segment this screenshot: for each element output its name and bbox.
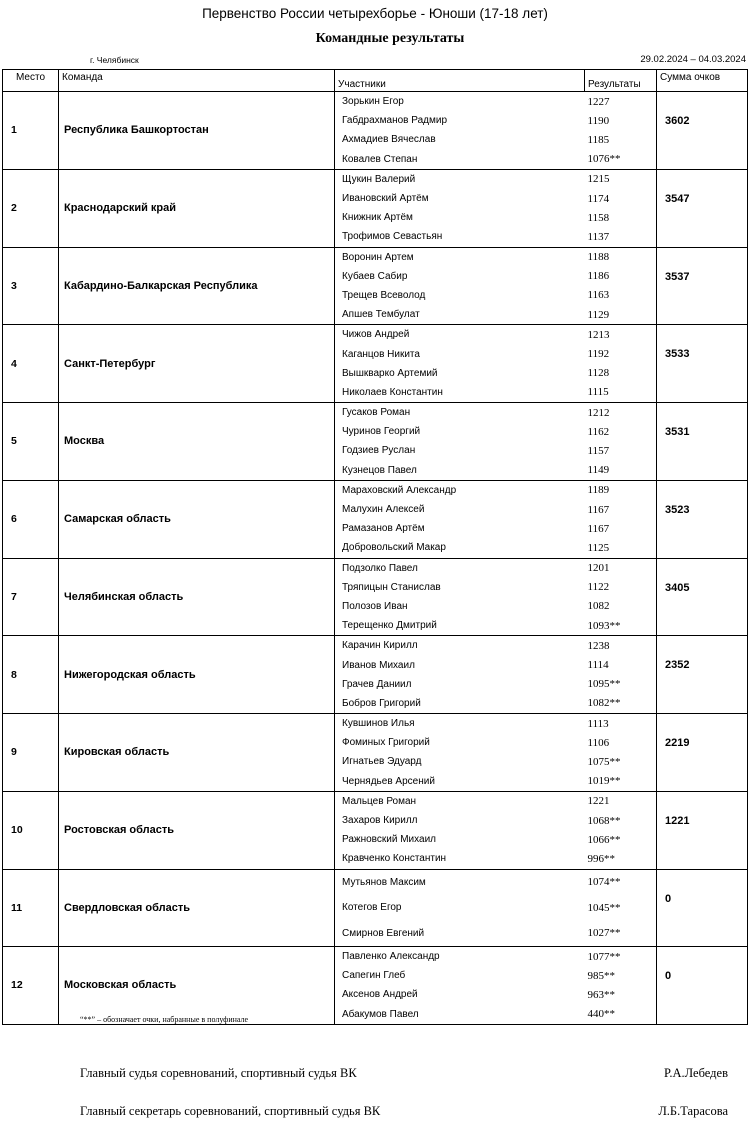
participant-result: 1074** [587,876,621,889]
team-results-body [3,92,748,1025]
team-total: 3405 [657,558,748,636]
participant-result: 1186 [587,270,610,283]
participant-name: Чижов Андрей [342,329,410,341]
participant-name: Тряпицын Станислав [342,581,441,593]
participant-name: Годзиев Руслан [342,445,416,457]
team-total: 2352 [657,636,748,714]
participant-name: Зорькин Егор [342,96,404,108]
participant-name: Абакумов Павел [335,1005,585,1025]
participant-name: Кубаев Сабир [342,270,408,282]
chief-judge-name: Р.А.Лебедев [664,1066,728,1080]
participant-name: Книжник Артём [342,212,413,224]
header-participants: Участники [335,70,585,92]
team-name: Республика Башкортостан [59,92,335,170]
table-row [3,403,748,423]
team-place: 3 [3,247,59,325]
participant-result: 1213 [587,328,610,341]
participant-name: Ахмадиев Вячеслав [342,134,436,146]
team-total: 0 [657,869,748,947]
participant-result: 440** [585,1005,657,1025]
participant-result: 1227 [587,95,610,108]
team-place: 9 [3,714,59,792]
participant-result: 1149 [585,461,657,481]
participant-result: 1185 [587,133,610,146]
team-name: Московская область [59,947,335,1025]
participant-name: Чуринов Георгий [342,426,421,438]
participant-name: Апшев Тембулат [335,305,585,325]
team-total: 3523 [657,480,748,558]
participant-name: Павленко Александр [342,951,440,963]
participant-result: 1188 [587,251,610,264]
participant-result: 1190 [587,114,610,127]
participant-result: 1106 [587,736,610,749]
header-place: Место [3,70,59,92]
table-header-row [3,70,748,92]
team-total: 3547 [657,169,748,247]
participant-name: Ражновский Михаил [342,834,436,846]
table-row [3,947,748,967]
table-row [3,636,748,656]
team-name: Кировская область [59,714,335,792]
team-place: 12 [3,947,59,1025]
team-place: 5 [3,403,59,481]
chief-secretary-role: Главный секретарь соревнований, спортивный судья ВК [80,1104,381,1118]
participant-name: Смирнов Евгений [335,921,585,947]
team-total: 3602 [657,92,748,170]
participant-result: 1221 [587,795,610,808]
participant-name: Фоминых Григорий [342,737,430,749]
table-row [3,791,748,811]
participant-result: 1082** [585,694,657,714]
team-total: 3537 [657,247,748,325]
participant-name: Ивановский Артём [342,193,429,205]
participant-result: 1066** [587,833,621,846]
participant-name: Кувшинов Илья [342,718,415,730]
participant-result: 1212 [587,406,610,419]
team-place: 4 [3,325,59,403]
team-place: 2 [3,169,59,247]
participant-name: Николаев Константин [335,383,585,403]
team-total: 3533 [657,325,748,403]
participant-result: 1163 [587,289,610,302]
chief-secretary-name: Л.Б.Тарасова [658,1104,728,1118]
participant-result: 1068** [587,814,621,827]
participant-name: Вышкварко Артемий [342,367,438,379]
participant-name: Терещенко Дмитрий [335,616,585,636]
participant-name: Игнатьев Эдуард [342,756,422,768]
team-total: 3531 [657,403,748,481]
participant-name: Воронин Артем [342,251,414,263]
header-results: Результаты [585,70,657,92]
participant-name: Щукин Валерий [342,173,416,185]
participant-name: Подзолко Павел [342,562,418,574]
city-label: г. Челябинск [90,55,139,65]
participant-result: 1128 [587,367,610,380]
participant-result: 1167 [587,503,610,516]
team-name: Краснодарский край [59,169,335,247]
participant-result: 1215 [587,173,610,186]
participant-result: 1113 [587,717,609,730]
participant-result: 963** [587,988,615,1001]
table-row [3,92,748,112]
participant-result: 1167 [587,522,610,535]
table-row [3,169,748,189]
participant-result: 1122 [587,581,610,594]
team-place: 1 [3,92,59,170]
team-total: 0 [657,947,748,1025]
table-row [3,480,748,500]
team-name: Москва [59,403,335,481]
header-total: Сумма очков [657,70,748,92]
participant-result: 1027** [585,921,657,947]
participant-result: 1162 [587,425,610,438]
participant-result: 1238 [587,639,610,652]
team-name: Челябинская область [59,558,335,636]
participant-result: 1095** [587,678,621,691]
participant-name: Чернядьев Арсений [335,772,585,792]
participant-result: 1093** [585,616,657,636]
participant-name: Кравченко Константин [335,849,585,869]
team-name: Самарская область [59,480,335,558]
team-name: Санкт-Петербург [59,325,335,403]
participant-result: 1201 [587,562,610,575]
participant-name: Полозов Иван [342,600,408,612]
team-place: 11 [3,869,59,947]
participant-result: 1077** [587,950,621,963]
participant-result: 1045** [587,901,621,914]
team-place: 7 [3,558,59,636]
participant-name: Мальцев Роман [342,795,417,807]
participant-result: 1137 [585,227,657,247]
team-name: Нижегородская область [59,636,335,714]
participant-name: Кузнецов Павел [335,461,585,481]
table-row [3,869,748,895]
participant-name: Бобров Григорий [335,694,585,714]
table-row [3,325,748,345]
table-row [3,714,748,734]
participant-name: Аксенов Андрей [342,989,418,1001]
participant-name: Каганцов Никита [342,348,420,360]
participant-name: Добровольский Макар [335,538,585,558]
participant-result: 1174 [587,192,610,205]
chief-judge-role: Главный судья соревнований, спортивный судья ВК [80,1066,357,1080]
footnote: “**” – обозначает очки, набранные в полуфинале [80,1015,249,1024]
team-place: 6 [3,480,59,558]
participant-name: Грачев Даниил [342,678,412,690]
participant-result: 985** [587,969,615,982]
participant-result: 1019** [585,772,657,792]
table-row [3,558,748,578]
table-row [3,247,748,267]
participant-name: Трофимов Севастьян [335,227,585,247]
participant-result: 1114 [587,659,609,672]
team-total: 2219 [657,714,748,792]
participant-result: 1115 [585,383,657,403]
dates-label: 29.02.2024 – 04.03.2024 [640,54,746,65]
header-team: Команда [59,70,335,92]
team-results-table [2,69,748,1025]
participant-name: Захаров Кирилл [342,815,418,827]
participant-result: 1189 [587,484,610,497]
team-name: Кабардино-Балкарская Республика [59,247,335,325]
participant-name: Трещев Всеволод [342,289,426,301]
participant-name: Мутьянов Максим [342,876,426,888]
participant-result: 1157 [587,444,610,457]
team-name: Свердловская область [59,869,335,947]
participant-result: 1075** [587,755,621,768]
participant-result: 1125 [585,538,657,558]
participant-result: 1082 [587,600,610,613]
participant-name: Иванов Михаил [342,659,415,671]
participant-name: Ковалев Степан [335,150,585,170]
participant-name: Мараховский Александр [342,484,457,496]
team-name: Ростовская область [59,791,335,869]
document-subtitle: Командные результаты [315,31,465,46]
team-place: 8 [3,636,59,714]
participant-result: 1192 [587,348,610,361]
document-title: Первенство России четырехборье - Юноши (17-18 лет) [202,6,548,21]
participant-name: Сапегин Глеб [342,970,406,982]
participant-result: 1076** [585,150,657,170]
team-total: 1221 [657,791,748,869]
participant-name: Рамазанов Артём [342,523,425,535]
participant-result: 1158 [587,211,610,224]
participant-name: Малухин Алексей [342,504,425,516]
participant-name: Котегов Егор [342,902,402,914]
participant-result: 1129 [585,305,657,325]
participant-name: Габдрахманов Радмир [342,115,448,127]
team-place: 10 [3,791,59,869]
participant-result: 996** [585,849,657,869]
participant-name: Гусаков Роман [342,407,411,419]
participant-name: Карачин Кирилл [342,640,418,652]
